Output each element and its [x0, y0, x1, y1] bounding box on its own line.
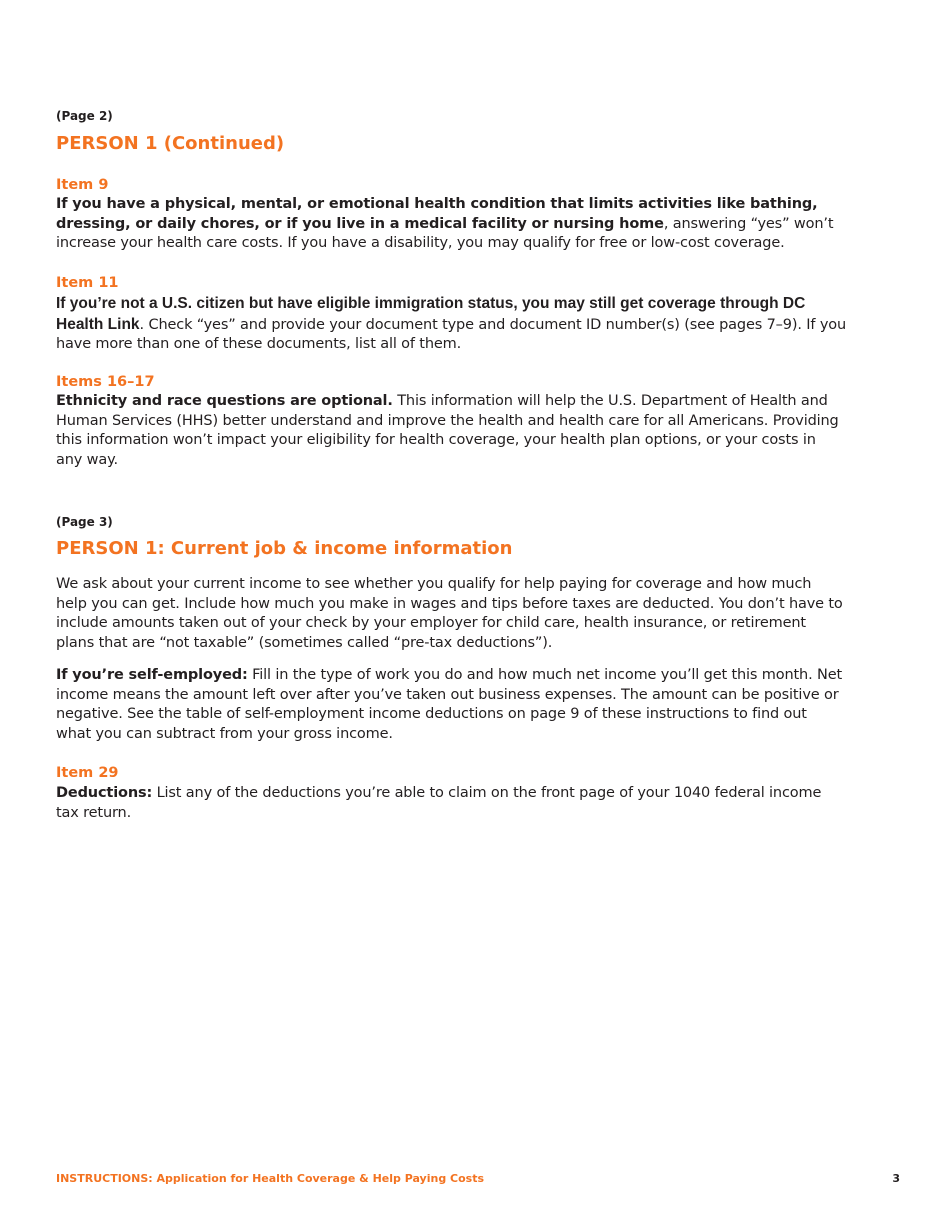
footer-title: INSTRUCTIONS: Application for Health Coverage & Help Paying Costs: [56, 1172, 485, 1185]
items-16-17-bold: Ethnicity and race questions are optional.: [56, 393, 393, 409]
item-9-body: , answering “yes” won’t increase your health care costs. If you have a disability, you may qualify for free or low-cost coverage.: [56, 215, 834, 251]
item-9-text: [56, 195, 846, 254]
item-29-bold: Deductions:: [56, 785, 153, 801]
self-employed-body: Fill in the type of work you do and how much net income you’ll get this month. Net income means the amount left over after you’ve taken out business expenses. The amount can be positive or negative. See the table of self-employment income deductions on page 9 of these instructions to find out what you can subtract from your gross income.: [56, 667, 843, 742]
item-11-bold: If you’re not a U.S. citizen but have eligible immigration status, you may still get coverage through DC Health Link: [56, 295, 806, 333]
income-intro-text: We ask about your current income to see whether you qualify for help paying for coverage and how much help you can get. Include how much you make in wages and tips before taxes are deducted. You don’t have to include amounts taken out of your check by your employer for child care, health insurance, or retirement plans that are “not taxable” (sometimes called “pre-tax deductions”).: [56, 576, 843, 651]
section-title-person1-continued: PERSON 1 (Continued): [56, 133, 285, 154]
item-11-text: [56, 294, 846, 355]
page-ref-3: (Page 3): [56, 515, 113, 529]
item-29-body: List any of the deductions you’re able to claim on the front page of your 1040 federal income tax return.: [56, 785, 822, 821]
self-employed-text: [56, 666, 846, 744]
items-16-17-text: [56, 392, 846, 470]
self-employed-bold: If you’re self-employed:: [56, 667, 248, 683]
items-16-17-label: Items 16–17: [56, 374, 155, 390]
item-11-body: . Check “yes” and provide your document type and document ID number(s) (see pages 7–9). If you have more than one of these documents, list all of them.: [56, 316, 847, 352]
item-9-label: Item 9: [56, 177, 109, 193]
section-title-job-income: PERSON 1: Current job & income information: [56, 538, 513, 559]
page-ref-2: (Page 2): [56, 109, 113, 123]
item-29-text: [56, 784, 846, 823]
item-9-bold: If you have a physical, mental, or emotional health condition that limits activities like bathing, dressing, or daily chores, or if you live in a medical facility or nursing home: [56, 196, 818, 232]
item-11-label: Item 11: [56, 275, 119, 291]
items-16-17-body: This information will help the U.S. Department of Health and Human Services (HHS) better understand and improve the health and health care for all Americans. Providing this information won’t impact your eligibility for health coverage, your health plan options, or your costs in any way.: [56, 393, 839, 468]
footer-page-number: 3: [892, 1172, 900, 1185]
item-29-label: Item 29: [56, 765, 119, 781]
